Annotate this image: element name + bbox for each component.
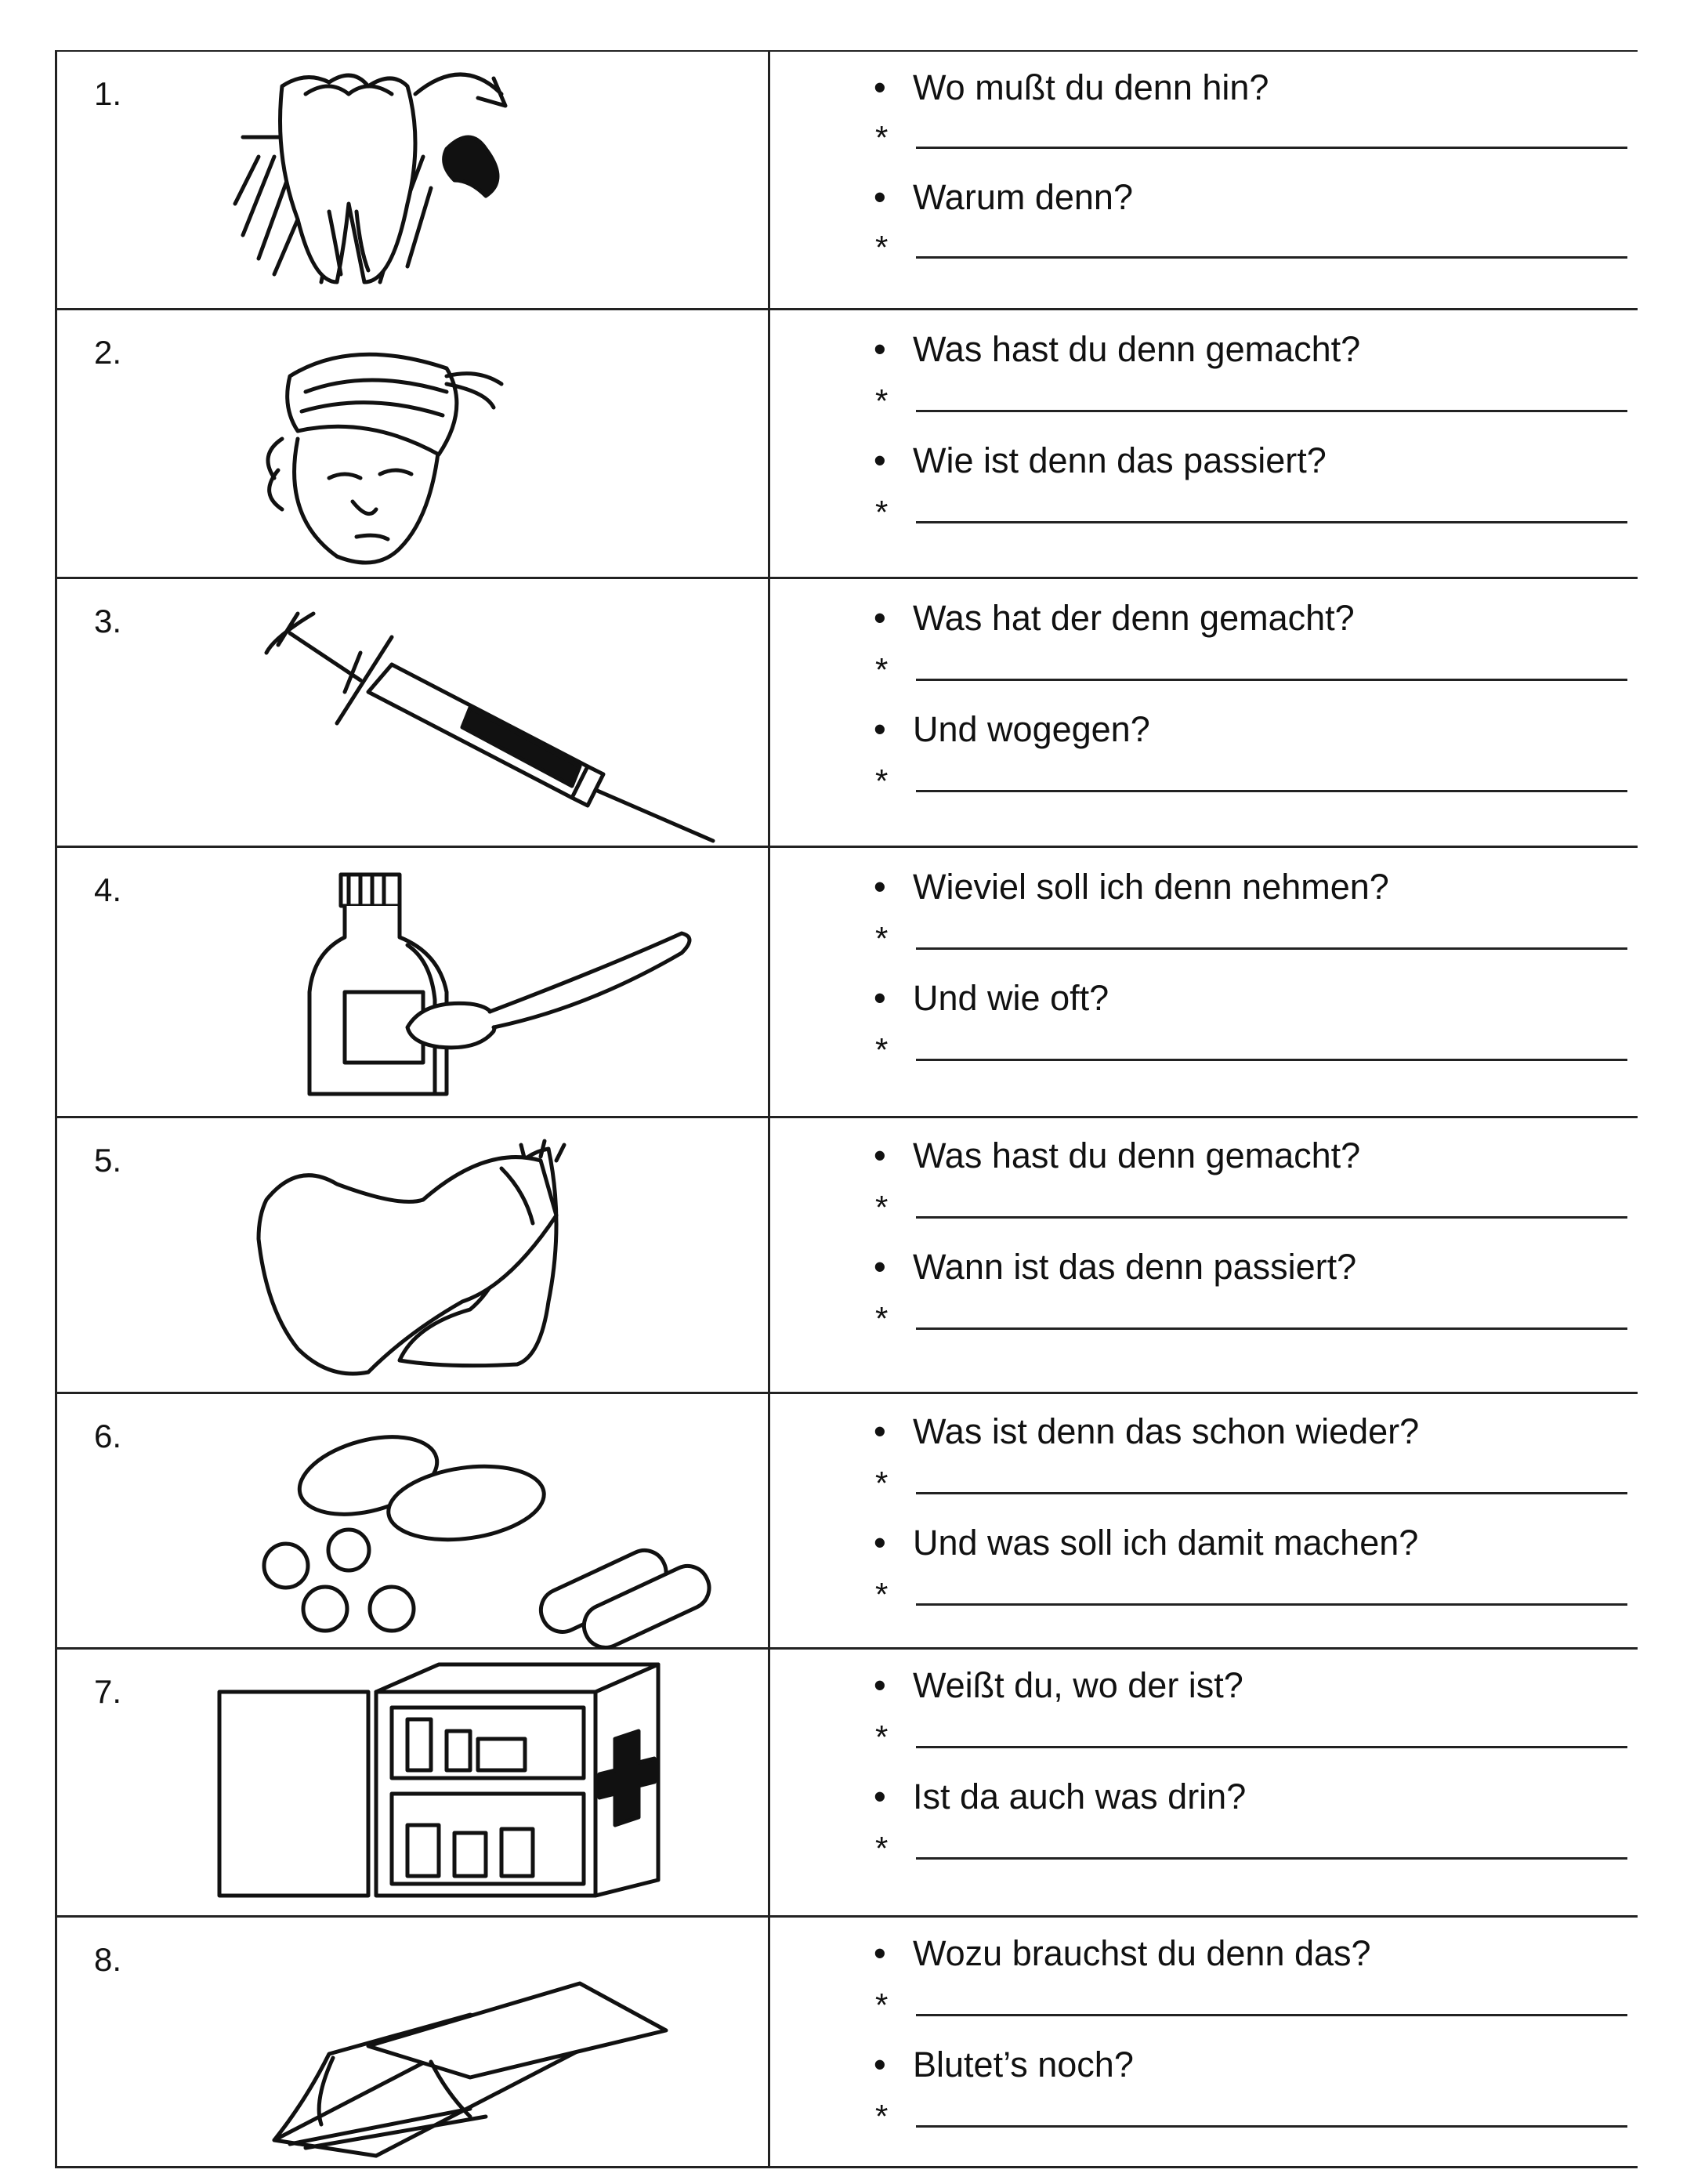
answer-field[interactable]: * — [875, 224, 1627, 263]
answer-field[interactable]: * — [875, 378, 1627, 417]
row-number: 4. — [94, 871, 122, 908]
answer-field[interactable]: * — [875, 758, 1627, 797]
table-row: 7. • Weißt du, wo der ist? * • Ist da auch was drin? * — [55, 1650, 1638, 1918]
question-1: Wozu brauchst du denn das? — [913, 1933, 1371, 1973]
question-2: Warum denn? — [913, 177, 1133, 217]
answer-field[interactable]: * — [875, 1184, 1627, 1223]
question-1: Weißt du, wo der ist? — [913, 1665, 1243, 1705]
question-1: Was hat der denn gemacht? — [913, 598, 1355, 638]
medicine-bottle-spoon-icon — [212, 859, 744, 1114]
row-number: 1. — [94, 75, 122, 112]
row-number: 5. — [94, 1142, 122, 1179]
first-aid-cabinet-icon — [212, 1661, 650, 1915]
row-number: 2. — [94, 334, 122, 371]
question-2: Und wie oft? — [913, 978, 1109, 1018]
table-row: 6. • Was ist denn das schon wieder? * • Und was soll ich damit machen? * — [55, 1394, 1638, 1650]
pills-icon — [212, 1405, 697, 1644]
question-1: Wo mußt du denn hin? — [913, 67, 1269, 107]
question-1: Was hast du denn gemacht? — [913, 329, 1361, 369]
bandage-plaster-icon — [212, 1929, 682, 2168]
answer-field[interactable]: * — [875, 1714, 1627, 1753]
question-2: Ist da auch was drin? — [913, 1777, 1247, 1816]
table-row: 2. • Was hast du denn gemacht? * • Wie ist denn das passiert? * — [55, 310, 1638, 579]
bandaged-head-icon — [212, 321, 619, 576]
answer-field[interactable]: * — [875, 1571, 1627, 1610]
question-2: Und wogegen? — [913, 709, 1150, 749]
row-number: 8. — [94, 1941, 122, 1978]
row-number: 6. — [94, 1418, 122, 1454]
answer-field[interactable]: * — [875, 2093, 1627, 2132]
table-row: 4. • Wieviel soll ich denn nehmen? * • Und wie oft? * — [55, 848, 1638, 1118]
table-row: 1. • Wo mußt du denn hin? * • Warum denn? * — [55, 52, 1638, 310]
answer-field[interactable]: * — [875, 1825, 1627, 1864]
answer-field[interactable]: * — [875, 915, 1627, 954]
answer-field[interactable]: * — [875, 1460, 1627, 1499]
question-2: Und was soll ich damit machen? — [913, 1523, 1419, 1563]
answer-field[interactable]: * — [875, 1982, 1627, 2021]
question-1: Was ist denn das schon wieder? — [913, 1411, 1420, 1451]
answer-field[interactable]: * — [875, 1295, 1627, 1335]
leg-cast-icon — [212, 1129, 697, 1392]
table-row: 5. • Was hast du denn gemacht? * • Wann ist das denn passiert? * — [55, 1118, 1638, 1394]
answer-field[interactable]: * — [875, 647, 1627, 686]
answer-field[interactable]: * — [875, 1027, 1627, 1066]
question-1: Wieviel soll ich denn nehmen? — [913, 867, 1389, 907]
answer-field[interactable]: * — [875, 489, 1627, 528]
question-2: Wie ist denn das passiert? — [913, 440, 1327, 480]
table-row: 8. • Wozu brauchst du denn das? * • Blutet’s noch? * — [55, 1918, 1638, 2168]
syringe-icon — [212, 590, 729, 845]
question-2: Blutet’s noch? — [913, 2045, 1134, 2084]
table-row: 3. • Was hat der denn gemacht? * • Und wogegen? * — [55, 579, 1638, 848]
question-2: Wann ist das denn passiert? — [913, 1247, 1357, 1287]
question-1: Was hast du denn gemacht? — [913, 1135, 1361, 1175]
exercise-table — [55, 50, 1638, 2168]
answer-field[interactable]: * — [875, 114, 1627, 154]
row-number: 3. — [94, 603, 122, 639]
tooth-icon — [212, 63, 619, 302]
row-number: 7. — [94, 1673, 122, 1710]
